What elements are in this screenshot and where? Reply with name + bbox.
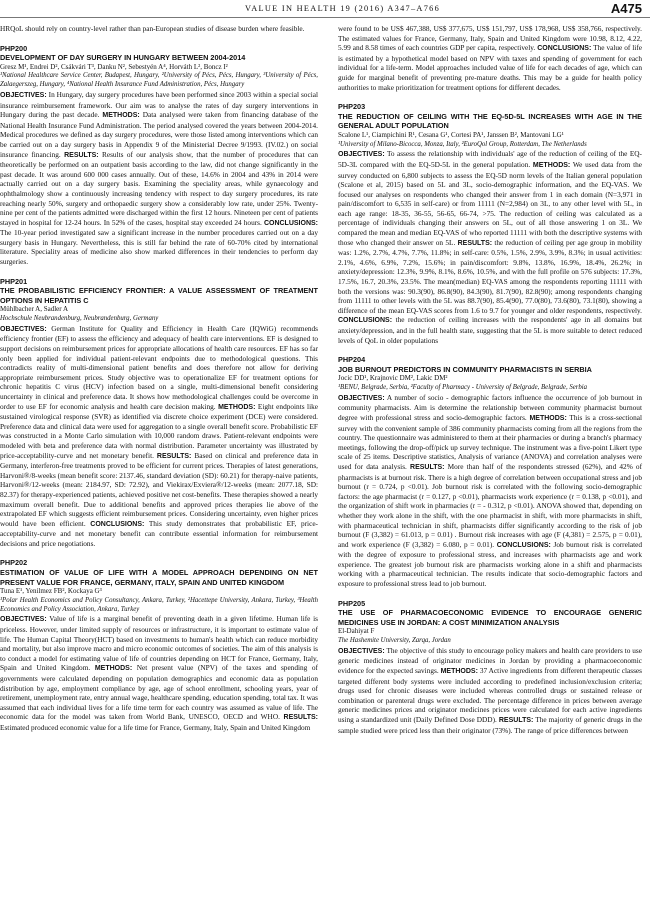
section-text: The value of life is estimated by a hypothetical model based on NPV with taxes and spending of government for each individual for a life-term. Model approaches included value of life for each decades of age, which can guide for marginal benefit of preventing pre-mature deaths. This may be a guide for health policy authorities to make prioritization for treatment options for different decades. xyxy=(338,43,642,92)
abstract-php202-continued xyxy=(338,24,642,92)
abstract-title: THE PROBABILISTIC EFFICIENCY FRONTIER: A VALUE ASSESSMENT OF TREATMENT OPTIONS IN HEPATITIS C xyxy=(0,286,318,305)
section-text: The majority of generic drugs in the sample studied were priced less than their originator (73%). The range of price differences between xyxy=(338,714,642,735)
section-text: Data analysed were taken from financing database of the National Health Insurance Fund Administration. The period analysed covered the years between 2004-2014. Medical procedures we defined as day surgery procedures, were those listed among interventions which can be carried out on a day surgery basis in Appendix 9 of the Ministerial Decree 9/1993. (IV.02.) on social insurance financing. xyxy=(0,110,318,159)
abstract-affiliations: ¹BENU, Belgrade, Serbia, ²Faculty of Pharmacy - University of Belgrade, Belgrade, Serbia xyxy=(338,383,588,391)
continued-abstract-text: HRQoL should rely on country-level rather than pan-European studies of disease burden where feasible. xyxy=(0,24,305,33)
section-text: Net present value (NPV) of the taxes and spending of governments were calculated depending on population demographics and economic data as population distribution by age, employment compliance by age, age of school enrollment, schooling years, year of retirement, unemployment rate, entry annual wage, healthcare spending, education spending, total tax. It was assumed that each individual lives for a life time term for each country was assumed as value of life. The economic data for the model was taken from World Bank, UNESCO, OECD and WHO. xyxy=(0,663,318,722)
abstract-affiliations: The Hashemite University, Zarqa, Jordan xyxy=(338,637,451,645)
section-text: This study demonstrates that probabilistic EF, price-acceptability-curve and net monetary benefit can contribute essential information for reimbursement decisions and price negotiations. xyxy=(0,518,318,548)
section-text: Eight endpoints like sustained virological response (SVR) as identified via discrete choice experiment (DCE) were considered. Preference data and clinical data were used for aggregation to a single overall benefit score. Probabilistic EF was constructed in a Monte Carlo simulation with 10,000 random draws. Patient-relevant endpoints were modeled with beta and preference data with normal distribution. Parameter uncertainty was illustrated by price-acceptability-curve and net monetary benefit. xyxy=(0,401,318,460)
section-label: OBJECTIVES: xyxy=(338,151,385,159)
right-column xyxy=(338,24,642,745)
section-text: The objective of this study to encourage policy makers and health care providers to use generic medicines instead of originator medicines in Jordan by providing a pharmacoeconomic evidence for the expected savings. xyxy=(338,645,642,676)
section-text: Value of life is a marginal benefit of preventing death in a given lifetime. Human life is priceless. However, under limited supply of resources or infrastructure, it is important to estimate value of life. The Human Capital Theory(HCT) based on investments to human's health which can reduce morbidity and mortality, but also improve macro and micro economic outcomes of societies. The aim of this analysis is to conduct a model for estimating value of life of countries depending on HCT for France, Germany, Italy, Spain and United Kingdom. xyxy=(0,614,318,673)
section-label: OBJECTIVES: xyxy=(0,325,47,333)
section-label: METHODS: xyxy=(94,665,133,673)
section-text: 37 Active ingredients from different therapeutic classes targeted different body systems were included according to predefined inclusion/exclusion criteria; drugs used for chronic diseases were included whereas controlled drugs or sustained release or combination or parenteral drugs were excluded. The percentage difference in prices between average generic medicines prices and originator medicines prices were calculated for each active ingredients using a standardized unit (Daily Defined Dose DDD). xyxy=(338,666,642,724)
abstract-body xyxy=(338,393,642,589)
header-rule xyxy=(0,17,650,18)
section-text: the reduction of ceiling per age group in mobility was: 1.2%, 2.7%, 4.7%, 7.7%, 11.8%; in self-care: 0.5%, 1.5%, 2.9%, 3.9%, 8.3%; in usual activities: 2.1%, 4.6%, 6.9%, 7.2%, 15.6%; in pain/discomfort: 9.8%, 13.8%, 16.9%, 18.4%, 26.2%; in anxiety/depression: 12.3%, 9.9%, 8.1%, 8.6%, 10.5%, and with the full profile on 576 subjects: 17.3%, 17.5%, 16.7, 20.3%, 23.5%. The mean(median) EQ-VAS among the respondents reporting 11111 with both the versions was: 90.3(90), 86.8(90), 84.3(90), 81.7(90), 82.8(90); among respondents changing from 11111 to other levels with the 5L was 88.7(90), 85.4(90), 77.0(80), 73.6(80), 73.1(80), showing a difference of the mean EQ-VAS scores from 1.6 to 9.7 for younger and older respondents, respectively. xyxy=(338,237,642,315)
section-label: OBJECTIVES: xyxy=(0,616,47,624)
abstract-php203 xyxy=(338,102,642,345)
abstract-php202 xyxy=(0,558,318,732)
section-text: The 10-year period investigated saw a significant increase in the number procedures carried out on a day surgery basis in Hungary. Nevertheless, this is still far behind the rate of 60-70% cited by international literature. Speciality areas of medicine also show marked differences in their tendencies to perform day surgeries. xyxy=(0,228,318,267)
section-label: RESULTS: xyxy=(498,716,534,724)
abstract-id: PHP202 xyxy=(0,558,28,568)
section-label: METHODS: xyxy=(440,668,478,676)
abstract-affiliations: ¹Polar Health Economics and Policy Consultancy, Ankara, Turkey, ²Hacettepe University, Ankara, Turkey, ³Health Economics and Policy Association, Ankara, Turkey xyxy=(0,596,318,613)
abstract-body xyxy=(0,614,318,732)
section-label: OBJECTIVES: xyxy=(0,91,47,99)
abstract-authors: Mühlbacher A, Sadler A xyxy=(0,305,69,314)
section-text: In Hungary, day surgery procedures have been performed since 2003 within a special social insurance reimbursement framework. Our aim was to analyse the rates of day surgery interventions in Hungary during the past decade. xyxy=(0,89,318,120)
section-text: Estimated produced economic value for a life time for France, Germany, Italy, Spain and United Kingdom xyxy=(0,722,311,732)
left-column xyxy=(0,24,318,743)
abstract-php205 xyxy=(338,599,642,736)
section-label: RESULTS: xyxy=(457,239,493,247)
section-text: This is a cross-sectional survey with the convenient sample of 386 community pharmacists coming from all the regions from the country. The questionnaire was administered to them at their pharmacies or during a branch's pharmacy meetings, following the drop-off/pick up survey technique. The instrument was a five-point Likert type scale of 25 items. Descriptive statistics, Analysis of variance (ANOVA) and correlation analyses were used for data analysis. xyxy=(338,412,642,471)
section-label: CONCLUSIONS: xyxy=(90,520,145,528)
abstract-body xyxy=(338,24,642,92)
abstract-id: PHP200 xyxy=(0,43,28,53)
abstract-authors: Jocic DD¹, Krajnovic DM², Lakic DM² xyxy=(338,374,448,383)
abstract-title: THE USE OF PHARMACOECONOMIC EVIDENCE TO ENCOURAGE GENERIC MEDICINES USE IN JORDAN: A COST MINIMIZATION ANALYSIS xyxy=(338,608,642,627)
section-label: RESULTS: xyxy=(410,463,445,471)
abstract-authors: Gresz M¹, Endrei D², Csákvári T³, Danku N², Sebestyén A⁴, Horváth L², Boncz I² xyxy=(0,62,228,71)
section-label: METHODS: xyxy=(532,161,571,169)
abstract-body xyxy=(0,90,318,267)
section-label: RESULTS: xyxy=(156,452,192,460)
abstract-title: THE REDUCTION OF CEILING WITH THE EQ-5D-5L INCREASES WITH AGE IN THE GENERAL ADULT POPULATION xyxy=(338,111,642,131)
section-text: were found to be US$ 467,388, US$ 377,675, US$ 151,797, US$ 178,968, US$ 358,766, respectively. The estimated values for France, Germany, Italy, Spain and United Kingdom were 10.98, 8.12, 4.22, 5.99 and 8.58 times of each countries GDP per capita, respectively. xyxy=(338,24,642,53)
abstract-affiliations: Hochschule Neubrandenburg, Neubrandenburg, Germany xyxy=(0,315,159,323)
page-number: A475 xyxy=(610,1,642,16)
section-label: RESULTS: xyxy=(64,151,99,159)
section-text: Job burnout risk is correlated with the degree of exposure to professional stress, and increases with pharmacists age and work experience. The greatest job burnout risk are pharmacists working alone in a shift and pharmacists working with a pharmaceutical technician. The results indicate that socio-demographic factors and exposure to professional stress lead to job burnout. xyxy=(338,539,643,589)
section-label: METHODS: xyxy=(218,403,256,411)
abstract-title: ESTIMATION OF VALUE OF LIFE WITH A MODEL APPROACH DEPENDING ON NET PRESENT VALUE FOR FRANCE, GERMANY, ITALY, SPAIN AND UNITED KINGDOM xyxy=(0,568,318,587)
abstract-body xyxy=(338,646,642,735)
section-label: METHODS: xyxy=(102,112,140,120)
abstract-php200 xyxy=(0,44,318,267)
abstract-body xyxy=(0,324,318,549)
abstract-php201 xyxy=(0,277,318,549)
abstract-id: PHP201 xyxy=(0,276,28,286)
section-label: CONCLUSIONS: xyxy=(537,45,592,53)
section-label: CONCLUSIONS: xyxy=(263,219,318,227)
section-text: the reduction of ceiling increases with the respondents' age in all domains but anxiety/depression, and in the full health state, suggesting that the 5L is more suitable to detect reduced levels of QoL in older populations xyxy=(338,315,642,345)
abstract-authors: Scalone L¹, Ciampichini R¹, Cesana G¹, Cortesi PA¹, Janssen B², Mantovani LG¹ xyxy=(338,130,564,139)
section-text: Results of our analysis show, that the number of procedures that can theoretically be performed on an outpatient basis according to the law, did not change significantly in the past decade. It was around 600 000 cases annually. Out of these, 14.6% in 2004 and 43% in 2014 were actually carried out on a day surgery basis. Examining the speciality areas, while gynaecology and ophthalmology show a continuously increasing tendency with respect to day surgery procedures, its rate reaching nearly 50%, surgery and orthopaedic surgery show a considerably low rate, under 25%. Twenty-nine per cent of the patients admitted were discharged within the first 12 hours. Nineteen per cent of patients stayed in hospital for 12-24 hours. In 52% of the cases, hospital stay exceeded 24 hours. xyxy=(0,149,318,227)
abstract-php204 xyxy=(338,355,642,588)
section-text: German Institute for Quality and Efficiency in Health Care (IQWiG) recommends efficiency frontier (EF) to assess the efficiency and adequacy of health care interventions. EF is designed to support decisions on reimbursement prices for appropriate allocations of health care resources. EF has so far only been applied for individual patient-relevant endpoints due to methodological questions. This contradicts reality of multi-dimensional patient benefits and does therefore not allow for deriving appropriate reimbursement prices. Study objective was to operationalize EF for treatment options for chronic hepatitis C virus (HCV) infection based on a single, multi-dimensional benefit considering uncertainty in clinical and preference data. It shows how methodological challenges could be overcome in order to use EF for economic analysis and health care decision making. xyxy=(0,323,318,411)
abstract-authors: Tuna E¹, Yenilmez FB², Kockaya G³ xyxy=(0,587,102,596)
abstract-body xyxy=(338,149,642,345)
section-label: OBJECTIVES: xyxy=(338,394,385,402)
section-label: CONCLUSIONS: xyxy=(338,317,393,325)
abstract-id: PHP203 xyxy=(338,102,366,112)
journal-running-head: VALUE IN HEALTH 19 (2016) A347–A766 xyxy=(245,4,441,13)
section-label: METHODS: xyxy=(529,414,567,422)
section-label: CONCLUSIONS: xyxy=(496,541,551,549)
section-text: We used data from the survey conducted on 6,800 subjects to assess the EQ-5D norm levels of the Italian general population (Scalone et al, 2015) based on 5L and 3L, socio-demographic information, and the EQ-VAS. We focused our analyses on respondents who changed their answer from 1 in each domain (N=3,971 in pain/discomfort to 6,535 in self-care) or from 11111 (N=2,984) on 3L, to any other level with 5L, in each age range: 18-35, 36-55, 56-65, 66-74, >75. The reduction of ceiling was calculated as a percentage of individuals changing their answers on 5L, out of all those answering 1 on 3L. We compared the mean and median EQ-VAS of who reported 11111 with both the descriptive systems with those who changed their answer on 5L. xyxy=(338,159,642,247)
abstract-id: PHP204 xyxy=(338,355,366,365)
abstract-authors: El-Dahiyat F xyxy=(338,627,375,636)
abstract-title: DEVELOPMENT OF DAY SURGERY IN HUNGARY BETWEEN 2004-2014 xyxy=(0,53,246,63)
abstract-affiliations: ¹National Healthcare Service Center, Budapest, Hungary, ²University of Pécs, Pécs, Hungary, ³University of Pécs, Zalaegerszeg, Hungary, ⁴National Health Insurance Fund Administration, Pécs, Hungary xyxy=(0,72,318,89)
abstract-title: JOB BURNOUT PREDICTORS IN COMMUNITY PHARMACISTS IN SERBIA xyxy=(338,364,592,374)
section-text: Based on clinical and preference data in Germany, interferon-free treatments proved to be efficient for current prices. Therapies of latest generations, Harvoni®/8-weeks (mean benefit score: 2137.46, standard deviation (SD): 60.21) for therapy-naive patients, Harvoni®/12-weeks (mean: 2184.97, SD: 72.92), and Viekirax/Exviera®/12-weeks (mean: 2077.18, SD: 82.37) for therapy-experienced patients, achieved positive net cost-benefits. These therapies showed a nearly maximum overall benefit. Due to additional benefits and approved prices therapies lie above of the extrapolated EF which suggests efficient reimbursement prices. Considering uncertainty, even higher prices would have been efficient. xyxy=(0,450,318,528)
section-label: OBJECTIVES: xyxy=(338,647,385,655)
section-text: To assess the relationship with individuals' age of the reduction of ceiling of the EQ-5D-3L compared with the EQ-5D-5L in the general population. xyxy=(338,149,642,169)
page-header xyxy=(0,0,650,20)
abstract-affiliations: ¹University of Milano-Bicocca, Monza, Italy, ²EuroQol Group, Rotterdam, The Netherlands xyxy=(338,140,587,148)
section-text: A number of socio - demographic factors influence the occurrence of job burnout in community pharmacists. Aim is determine the relationship between community pharmacist burnout degree with professional stress and socio-demographic factors. xyxy=(338,392,642,422)
section-text: More than half of the respondents stressed (62%), and 42% of pharmacists is at burnout risk. There is a high degree of correlation between occupational stress and job burnout (r = 0.724, p <0.01). Job burnout risk is correlated with the following socio-demographic factors: the age pharmacist (r = 0.127, p <0.01), pharmacists work experience (r = 0.138, p <0.01), and the organization of shift work in pharmacies (r = - 0.312, p <0.01). ANOVA showed that, depending on whether they work alone in the shift, with the one pharmacist in shift, with more pharmacists in shift, with pharmaceutical technician in shift, pharmacists differ significantly according to the risk of job burnout (F (3,382) = 61.013, p = 0.01) . Burnout risk increases with age (F (4,381) = 2.575, p = 0.01), and work experience (F (3,382) = 6.080, p = 0.01). xyxy=(338,461,643,549)
section-label: RESULTS: xyxy=(283,714,318,722)
abstract-id: PHP205 xyxy=(338,598,366,608)
